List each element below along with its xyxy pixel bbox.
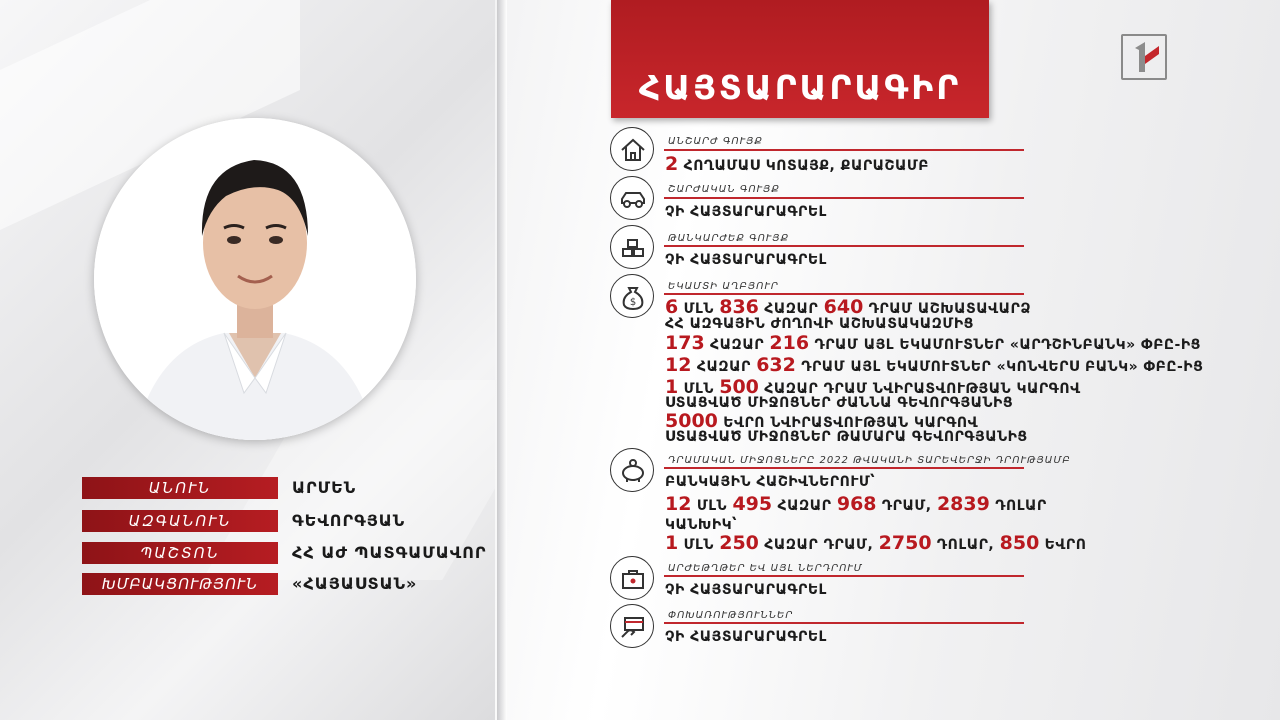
info-label: ԱԶԳԱՆՈՒՆ (82, 510, 278, 532)
gold-bars-icon (610, 225, 654, 269)
real-estate-value: 2 ՀՈՂԱՄԱՍ ԿՈՏԱՅՔ, ՔԱՐԱՇԱՄԲ (665, 153, 929, 175)
section-label-securities: ԱՐԺԵԹՂԹԵՐ ԵՎ ԱՅԼ ՆԵՐԴՐՈՒՄ (668, 563, 863, 574)
income-line-1b: ՀՀ ԱԶԳԱՅԻՆ ԺՈՂՈՎԻ ԱՇԽԱՏԱԿԱԶՄԻՑ (665, 316, 974, 332)
section-divider (664, 293, 1024, 295)
cash-title: ԿԱՆԽԻԿ՝ (665, 517, 738, 533)
info-label: ՊԱՇՏՈՆ (82, 542, 278, 564)
section-label-loans: ՓՈԽԱՌՈՒԹՅՈՒՆՆԵՐ (668, 610, 794, 621)
section-label-real-estate: ԱՆՇԱՐԺ ԳՈՒՅՔ (668, 136, 763, 147)
briefcase-icon (610, 556, 654, 600)
page-edge (497, 0, 507, 720)
car-icon (610, 176, 654, 220)
info-label: ԽՄԲԱԿՑՈՒԹՅՈՒՆ (82, 573, 278, 595)
section-divider (664, 467, 1024, 469)
movable-value: ՉԻ ՀԱՅՏԱՐԱՐԱԳՐԵԼ (665, 204, 827, 220)
loans-value: ՉԻ ՀԱՅՏԱՐԱՐԱԳՐԵԼ (665, 629, 827, 645)
channel-logo (1121, 34, 1167, 80)
securities-value: ՉԻ ՀԱՅՏԱՐԱՐԱԳՐԵԼ (665, 582, 827, 598)
income-line-5b: ՍՏԱՑՎԱԾ ՄԻՋՈՑՆԵՐ ԹԱՄԱՐԱ ԳԵՎՈՐԳՅԱՆԻՑ (665, 429, 1028, 445)
bank-accounts-title: ԲԱՆԿԱՅԻՆ ՀԱՇԻՎՆԵՐՈՒՄ՝ (665, 474, 876, 490)
cash-value: 1 ՄԼՆ 250 ՀԱԶԱՐ ԴՐԱՄ, 2750 ԴՈԼԱՐ, 850 ԵՎՐՈ (665, 532, 1087, 554)
section-label-movable: ՇԱՐԺԱԿԱՆ ԳՈՒՅՔ (668, 184, 780, 195)
section-label-funds: ԴՐԱՄԱԿԱՆ ՄԻՋՈՑՆԵՐԸ 2022 ԹՎԱԿԱՆԻ ՏԱՐԵՎԵՐՋԻ ԴՐՈՒԹՅԱՄԲ (668, 455, 1071, 466)
income-line-4: 1 ՄԼՆ 500 ՀԱԶԱՐ ԴՐԱՄ ՆՎԻՐԱՏՎՈՒԹՅԱՆ ԿԱՐԳՈՎ (665, 376, 1081, 398)
house-icon (610, 127, 654, 171)
income-line-2: 173 ՀԱԶԱՐ 216 ԴՐԱՄ ԱՅԼ ԵԿԱՄՈՒՏՆԵՐ «ԱՐԴՇԻՆԲԱՆԿ» ՓԲԸ-ԻՑ (665, 332, 1201, 354)
svg-text:$: $ (629, 297, 637, 308)
income-line-3: 12 ՀԱԶԱՐ 632 ԴՐԱՄ ԱՅԼ ԵԿԱՄՈՒՏՆԵՐ «ԿՈՆՎԵՐՍ ԲԱՆԿ» ՓԲԸ-ԻՑ (665, 354, 1204, 376)
info-value: ԳԵՎՈՐԳՅԱՆ (292, 511, 406, 530)
valuables-value: ՉԻ ՀԱՅՏԱՐԱՐԱԳՐԵԼ (665, 252, 827, 268)
section-label-income: ԵԿԱՄՏԻ ԱՂԲՅՈՒՐ (668, 281, 779, 292)
page-title: ՀԱՅՏԱՐԱՐԱԳԻՐ (638, 68, 962, 107)
card-hand-icon (610, 604, 654, 648)
money-bag-icon (610, 274, 654, 318)
info-value: ԱՐՄԵՆ (292, 478, 357, 497)
logo-one-icon (1123, 36, 1165, 78)
section-divider (664, 622, 1024, 624)
info-value: ՀՀ ԱԺ ՊԱՏԳԱՄԱՎՈՐ (292, 543, 487, 562)
bank-accounts-value: 12 ՄԼՆ 495 ՀԱԶԱՐ 968 ԴՐԱՄ, 2839 ԴՈԼԱՐ (665, 493, 1047, 515)
section-divider (664, 575, 1024, 577)
section-divider (664, 197, 1024, 199)
piggy-bank-icon (610, 448, 654, 492)
income-line-1: 6 ՄԼՆ 836 ՀԱԶԱՐ 640 ԴՐԱՄ ԱՇԽԱՏԱՎԱՐՁ (665, 296, 1032, 318)
header-banner (611, 0, 989, 118)
portrait-photo (94, 118, 416, 440)
info-value: «ՀԱՅԱՍՏԱՆ» (292, 574, 418, 593)
income-line-4b: ՍՏԱՑՎԱԾ ՄԻՋՈՑՆԵՐ ԺԱՆՆԱ ԳԵՎՈՐԳՅԱՆԻՑ (665, 395, 1014, 411)
section-divider (664, 245, 1024, 247)
info-label: ԱՆՈՒՆ (82, 477, 278, 499)
section-label-valuables: ԹԱՆԿԱՐԺԵՔ ԳՈՒՅՔ (668, 233, 790, 244)
income-line-5: 5000 ԵՎՐՈ ՆՎԻՐԱՏՎՈՒԹՅԱՆ ԿԱՐԳՈՎ (665, 410, 979, 432)
section-divider (664, 149, 1024, 151)
